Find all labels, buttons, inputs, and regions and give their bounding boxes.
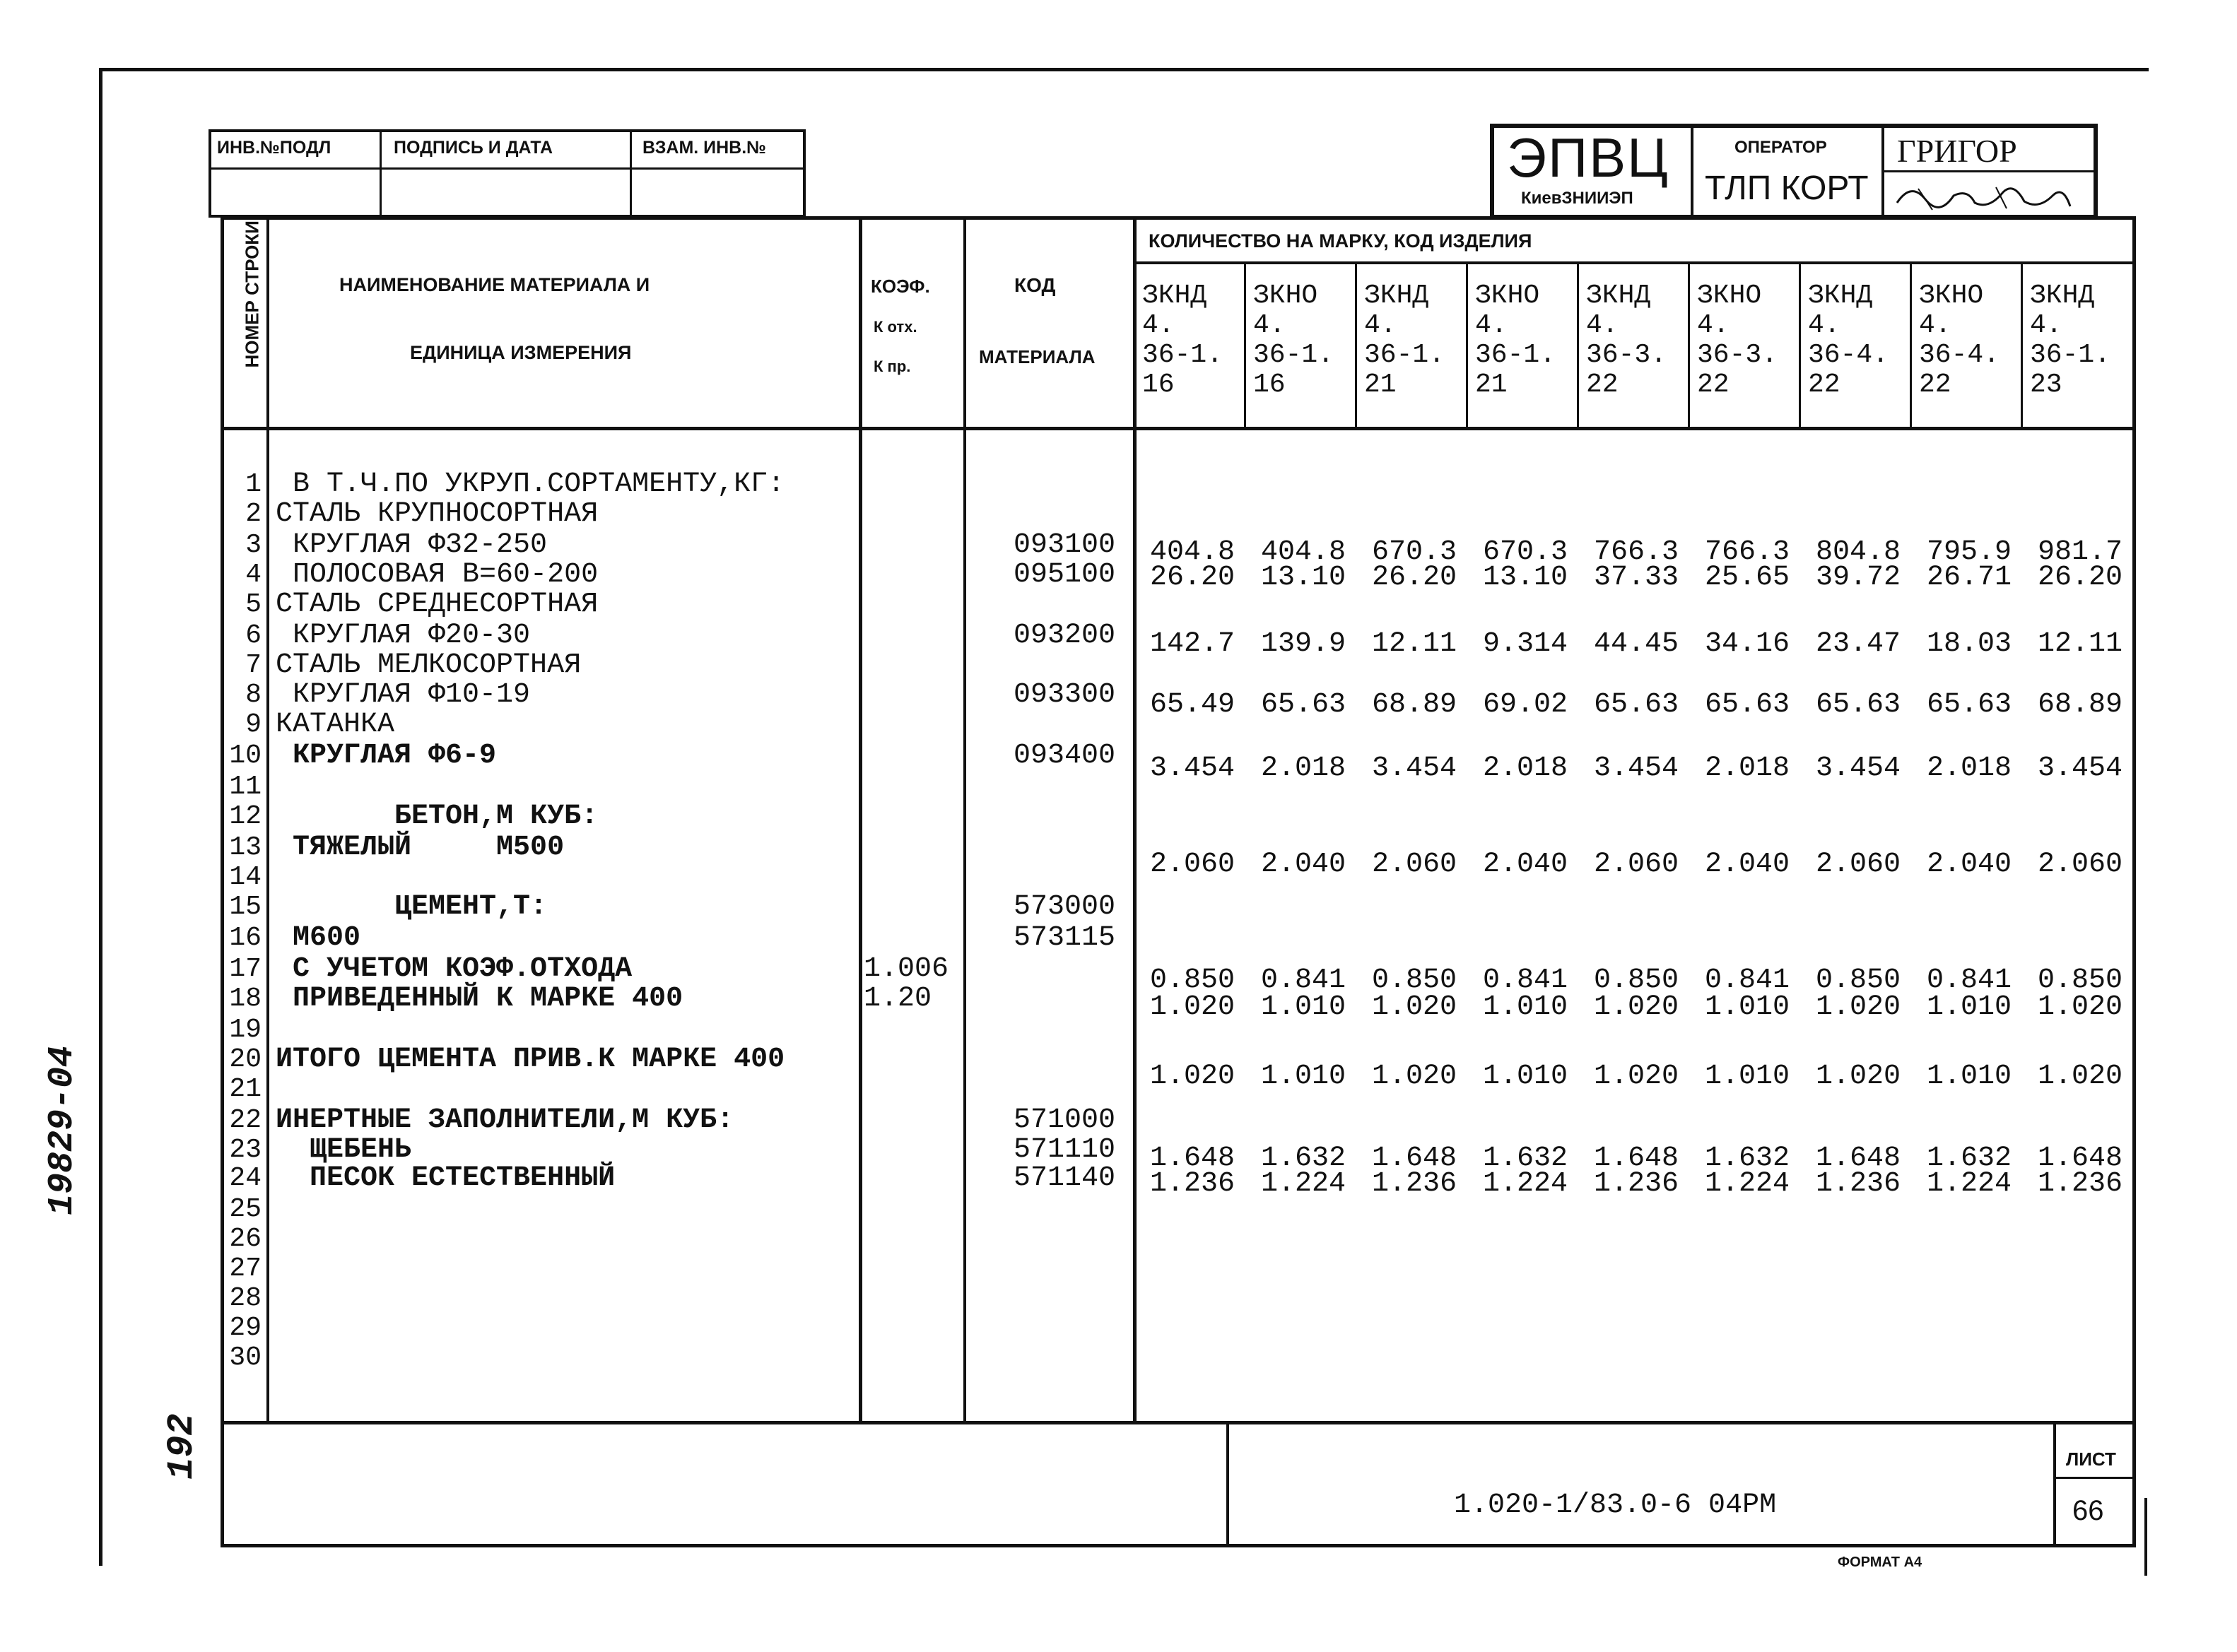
quantity-value: 1.632 <box>1482 1143 1568 1174</box>
material-code: 095100 <box>1013 559 1115 591</box>
quantity-value: 670.3 <box>1482 536 1568 568</box>
material-name: БЕТОН,М КУБ: <box>276 801 599 832</box>
product-code-8-line-1: ЗКНО <box>1919 281 1984 311</box>
page-mark: 192 <box>161 1413 203 1480</box>
quantity-value: 2.040 <box>1926 849 2012 880</box>
product-code-6-line-4: 22 <box>1697 370 1730 400</box>
quantity-value: 3.454 <box>1815 753 1901 784</box>
material-name: ИТОГО ЦЕМЕНТА ПРИВ.К МАРКЕ 400 <box>276 1044 785 1075</box>
material-code: 093300 <box>1013 679 1115 711</box>
quantity-value: 1.224 <box>1704 1168 1790 1200</box>
quantity-value: 2.060 <box>1593 849 1679 880</box>
quantity-value: 766.3 <box>1704 536 1790 568</box>
product-code-5-line-2: 4. <box>1586 310 1619 341</box>
product-code-1-line-2: 4. <box>1142 310 1175 341</box>
quantity-value: 981.7 <box>2037 536 2123 568</box>
row-number: 2 <box>245 499 262 529</box>
quantity-value: 65.63 <box>1815 689 1901 721</box>
signature-name: ГРИГОР <box>1897 133 2017 169</box>
row-number: 17 <box>229 954 262 984</box>
quantity-value: 1.236 <box>1371 1168 1457 1200</box>
quantity-value: 795.9 <box>1926 536 2012 568</box>
material-name: ИНЕРТНЫЕ ЗАПОЛНИТЕЛИ,М КУБ: <box>276 1104 734 1136</box>
quantity-value: 1.648 <box>1815 1143 1901 1174</box>
row-number: 10 <box>229 741 262 771</box>
quantity-value: 37.33 <box>1593 562 1679 594</box>
quantity-value: 1.648 <box>1149 1143 1235 1174</box>
row-number: 14 <box>229 862 262 892</box>
material-name: КРУГЛАЯ Ф10-19 <box>276 679 531 711</box>
row-number: 24 <box>229 1163 262 1193</box>
row-number: 20 <box>229 1044 262 1075</box>
quantity-value: 2.060 <box>1815 849 1901 880</box>
operator-value: ТЛП КОРТ <box>1705 170 1869 207</box>
row-number: 26 <box>229 1224 262 1254</box>
quantity-value: 1.648 <box>1593 1143 1679 1174</box>
quantity-value: 68.89 <box>1371 689 1457 721</box>
product-code-3-line-2: 4. <box>1364 310 1397 341</box>
product-code-5-line-3: 36-3. <box>1586 340 1667 370</box>
row-number: 21 <box>229 1074 262 1104</box>
quantity-value: 1.224 <box>1482 1168 1568 1200</box>
outer-top-border <box>99 68 2149 71</box>
material-name: ПЕСОК ЕСТЕСТВЕННЫЙ <box>276 1162 616 1194</box>
quantity-value: 65.63 <box>1704 689 1790 721</box>
product-code-2-line-1: ЗКНО <box>1253 281 1318 311</box>
material-name: ЩЕБЕНЬ <box>276 1134 412 1166</box>
quantity-value: 1.236 <box>2037 1168 2123 1200</box>
row-number: 19 <box>229 1015 262 1045</box>
row-number: 29 <box>229 1313 262 1343</box>
material-name: ТЯЖЕЛЫЙ М500 <box>276 832 565 863</box>
document-code: 1.020-1/83.0-6 04РМ <box>1454 1489 1777 1521</box>
product-code-1-line-4: 16 <box>1142 370 1175 400</box>
quantity-value: 0.850 <box>1593 964 1679 996</box>
quantity-value: 3.454 <box>1371 753 1457 784</box>
quantity-value: 26.20 <box>2037 562 2123 594</box>
row-number: 11 <box>229 772 262 802</box>
signature-scribble <box>1890 175 2081 218</box>
quantity-value: 1.010 <box>1704 1061 1790 1092</box>
material-name: КРУГЛАЯ Ф32-250 <box>276 529 548 561</box>
right-edge-mark <box>2144 1498 2147 1576</box>
material-name: КРУГЛАЯ Ф20-30 <box>276 620 531 651</box>
coef-waste-header: К отх. <box>874 318 917 336</box>
operator-label: ОПЕРАТОР <box>1734 138 1827 157</box>
product-code-1-line-1: ЗКНД <box>1142 281 1207 311</box>
quantity-value: 1.020 <box>1371 1061 1457 1092</box>
title-block <box>221 1424 2136 1547</box>
coef-reduced-header: К пр. <box>874 358 911 375</box>
inv-podl-label: ИНВ.№ПОДЛ <box>217 138 331 158</box>
vzam-inv-label: ВЗАМ. ИНВ.№ <box>642 138 767 158</box>
quantity-value: 1.632 <box>1926 1143 2012 1174</box>
quantity-value: 1.648 <box>1371 1143 1457 1174</box>
material-name: ПРИВЕДЕННЫЙ К МАРКЕ 400 <box>276 983 683 1015</box>
quantity-value: 2.018 <box>1482 753 1568 784</box>
quantity-value: 26.20 <box>1371 562 1457 594</box>
quantity-value: 1.632 <box>1260 1143 1346 1174</box>
quantity-value: 2.040 <box>1260 849 1346 880</box>
quantity-value: 1.020 <box>1593 1061 1679 1092</box>
quantity-value: 1.224 <box>1926 1168 2012 1200</box>
row-number: 8 <box>245 680 262 710</box>
quantity-value: 0.841 <box>1260 964 1346 996</box>
quantity-value: 1.010 <box>1482 991 1568 1023</box>
organization-block <box>1490 124 2098 219</box>
format-label: ФОРМАТ А4 <box>1838 1554 1922 1570</box>
sheet-label: ЛИСТ <box>2066 1449 2116 1470</box>
quantity-value: 670.3 <box>1371 536 1457 568</box>
product-code-7-line-4: 22 <box>1808 370 1840 400</box>
approval-stamp <box>209 129 806 218</box>
row-number: 27 <box>229 1253 262 1284</box>
quantity-value: 2.060 <box>2037 849 2123 880</box>
quantity-value: 68.89 <box>2037 689 2123 721</box>
row-number: 30 <box>229 1343 262 1373</box>
quantity-value: 69.02 <box>1482 689 1568 721</box>
product-code-6-line-1: ЗКНО <box>1697 281 1762 311</box>
product-code-7-line-2: 4. <box>1808 310 1840 341</box>
material-code: 093400 <box>1013 740 1115 772</box>
row-number: 4 <box>245 560 262 590</box>
quantity-value: 1.010 <box>1704 991 1790 1023</box>
quantity-value: 1.010 <box>1260 991 1346 1023</box>
quantity-value: 142.7 <box>1149 628 1235 660</box>
material-name: М600 <box>276 922 361 954</box>
product-code-9-line-1: ЗКНД <box>2030 281 2095 311</box>
quantity-value: 65.49 <box>1149 689 1235 721</box>
material-code: 571000 <box>1013 1104 1115 1136</box>
product-code-4-line-3: 36-1. <box>1475 340 1556 370</box>
quantity-value: 1.236 <box>1815 1168 1901 1200</box>
quantity-value: 3.454 <box>1593 753 1679 784</box>
product-code-2-line-2: 4. <box>1253 310 1286 341</box>
product-code-3-line-1: ЗКНД <box>1364 281 1429 311</box>
product-code-4-line-1: ЗКНО <box>1475 281 1540 311</box>
row-number: 25 <box>229 1194 262 1225</box>
quantity-value: 1.020 <box>1815 1061 1901 1092</box>
quantity-value: 0.841 <box>1926 964 2012 996</box>
quantity-value: 1.632 <box>1704 1143 1790 1174</box>
product-code-8-line-4: 22 <box>1919 370 1951 400</box>
quantity-value: 1.648 <box>2037 1143 2123 1174</box>
quantity-value: 1.236 <box>1593 1168 1679 1200</box>
quantity-value: 18.03 <box>1926 628 2012 660</box>
sheet-number: 66 <box>2072 1495 2104 1526</box>
coefficient: 1.20 <box>864 983 932 1015</box>
quantity-value: 0.850 <box>1371 964 1457 996</box>
quantity-value: 0.841 <box>1482 964 1568 996</box>
product-code-8-line-3: 36-4. <box>1919 340 2000 370</box>
row-number: 6 <box>245 620 262 651</box>
material-code: 573115 <box>1013 922 1115 954</box>
quantity-value: 2.018 <box>1926 753 2012 784</box>
product-code-8-line-2: 4. <box>1919 310 1951 341</box>
row-number: 16 <box>229 923 262 953</box>
material-code: 571110 <box>1013 1134 1115 1166</box>
product-code-6-line-3: 36-3. <box>1697 340 1778 370</box>
quantity-value: 0.850 <box>2037 964 2123 996</box>
row-number-header: НОМЕР СТРОКИ <box>241 220 263 368</box>
product-code-7-line-1: ЗКНД <box>1808 281 1873 311</box>
quantity-value: 26.71 <box>1926 562 2012 594</box>
quantity-value: 65.63 <box>1593 689 1679 721</box>
product-code-9-line-3: 36-1. <box>2030 340 2111 370</box>
row-number: 13 <box>229 832 262 863</box>
material-name: СТАЛЬ МЕЛКОСОРТНАЯ <box>276 649 582 681</box>
org-name: ЭПВЦ <box>1507 126 1669 189</box>
material-name: ПОЛОСОВАЯ В=60-200 <box>276 559 599 591</box>
quantity-value: 13.10 <box>1260 562 1346 594</box>
material-name: ЦЕМЕНТ,Т: <box>276 891 548 923</box>
quantity-value: 2.018 <box>1260 753 1346 784</box>
quantity-value: 804.8 <box>1815 536 1901 568</box>
quantity-value: 39.72 <box>1815 562 1901 594</box>
quantity-header: КОЛИЧЕСТВО НА МАРКУ, КОД ИЗДЕЛИЯ <box>1149 230 1532 252</box>
product-code-2-line-4: 16 <box>1253 370 1286 400</box>
quantity-value: 34.16 <box>1704 628 1790 660</box>
product-code-4-line-2: 4. <box>1475 310 1508 341</box>
product-code-6-line-2: 4. <box>1697 310 1730 341</box>
material-name: СТАЛЬ КРУПНОСОРТНАЯ <box>276 498 599 530</box>
quantity-value: 1.020 <box>1149 991 1235 1023</box>
row-number: 1 <box>245 469 262 500</box>
quantity-value: 404.8 <box>1260 536 1346 568</box>
product-code-1-line-3: 36-1. <box>1142 340 1223 370</box>
material-name: КАТАНКА <box>276 709 395 741</box>
unit-header: ЕДИНИЦА ИЗМЕРЕНИЯ <box>410 342 632 363</box>
quantity-value: 2.018 <box>1704 753 1790 784</box>
row-number: 22 <box>229 1105 262 1135</box>
product-code-4-line-4: 21 <box>1475 370 1508 400</box>
quantity-value: 1.010 <box>1260 1061 1346 1092</box>
product-code-3-line-3: 36-1. <box>1364 340 1445 370</box>
signature-date-label: ПОДПИСЬ И ДАТА <box>394 138 553 158</box>
product-code-2-line-3: 36-1. <box>1253 340 1334 370</box>
row-number: 28 <box>229 1283 262 1314</box>
material-code-header: МАТЕРИАЛА <box>979 346 1096 367</box>
row-number: 12 <box>229 801 262 832</box>
quantity-value: 1.224 <box>1260 1168 1346 1200</box>
quantity-value: 1.010 <box>1482 1061 1568 1092</box>
row-number: 5 <box>245 589 262 620</box>
code-header: КОД <box>1014 274 1056 296</box>
product-code-9-line-4: 23 <box>2030 370 2062 400</box>
product-code-3-line-4: 21 <box>1364 370 1397 400</box>
quantity-value: 1.020 <box>1371 991 1457 1023</box>
quantity-value: 12.11 <box>1371 628 1457 660</box>
material-name: КРУГЛАЯ Ф6-9 <box>276 740 497 772</box>
quantity-value: 65.63 <box>1260 689 1346 721</box>
material-code: 571140 <box>1013 1162 1115 1194</box>
material-code: 093100 <box>1013 529 1115 561</box>
archive-number: 19829-04 <box>42 1045 83 1215</box>
quantity-value: 65.63 <box>1926 689 2012 721</box>
quantity-value: 139.9 <box>1260 628 1346 660</box>
quantity-value: 0.841 <box>1704 964 1790 996</box>
quantity-value: 23.47 <box>1815 628 1901 660</box>
row-number: 15 <box>229 892 262 922</box>
material-code: 093200 <box>1013 620 1115 651</box>
quantity-value: 0.850 <box>1149 964 1235 996</box>
product-code-5-line-4: 22 <box>1586 370 1619 400</box>
coef-header: КОЭФ. <box>871 276 930 297</box>
quantity-value: 9.314 <box>1482 628 1568 660</box>
quantity-value: 1.010 <box>1926 1061 2012 1092</box>
quantity-value: 1.020 <box>1593 991 1679 1023</box>
quantity-value: 12.11 <box>2037 628 2123 660</box>
quantity-value: 13.10 <box>1482 562 1568 594</box>
quantity-value: 3.454 <box>2037 753 2123 784</box>
row-number: 7 <box>245 650 262 680</box>
material-name: В Т.Ч.ПО УКРУП.СОРТАМЕНТУ,КГ: <box>276 468 785 500</box>
quantity-value: 25.65 <box>1704 562 1790 594</box>
row-number: 9 <box>245 709 262 740</box>
quantity-value: 26.20 <box>1149 562 1235 594</box>
material-name: СТАЛЬ СРЕДНЕСОРТНАЯ <box>276 589 599 620</box>
quantity-value: 766.3 <box>1593 536 1679 568</box>
quantity-value: 1.236 <box>1149 1168 1235 1200</box>
quantity-value: 1.020 <box>1815 991 1901 1023</box>
material-code: 573000 <box>1013 891 1115 923</box>
quantity-value: 1.010 <box>1926 991 2012 1023</box>
material-name: С УЧЕТОМ КОЭФ.ОТХОДА <box>276 953 633 985</box>
quantity-value: 2.040 <box>1482 849 1568 880</box>
quantity-value: 404.8 <box>1149 536 1235 568</box>
quantity-value: 1.020 <box>2037 1061 2123 1092</box>
quantity-value: 1.020 <box>2037 991 2123 1023</box>
row-number: 3 <box>245 530 262 560</box>
quantity-value: 3.454 <box>1149 753 1235 784</box>
quantity-value: 2.060 <box>1149 849 1235 880</box>
quantity-value: 44.45 <box>1593 628 1679 660</box>
product-code-7-line-3: 36-4. <box>1808 340 1889 370</box>
quantity-value: 0.850 <box>1815 964 1901 996</box>
product-code-5-line-1: ЗКНД <box>1586 281 1651 311</box>
product-code-9-line-2: 4. <box>2030 310 2062 341</box>
org-subtitle: КиевЗНИИЭП <box>1521 189 1633 208</box>
material-name-header: НАИМЕНОВАНИЕ МАТЕРИАЛА И <box>339 274 650 295</box>
quantity-value: 2.040 <box>1704 849 1790 880</box>
quantity-value: 1.020 <box>1149 1061 1235 1092</box>
row-number: 23 <box>229 1135 262 1165</box>
row-number: 18 <box>229 984 262 1014</box>
outer-left-border <box>99 68 102 1566</box>
quantity-value: 2.060 <box>1371 849 1457 880</box>
coefficient: 1.006 <box>864 953 949 985</box>
